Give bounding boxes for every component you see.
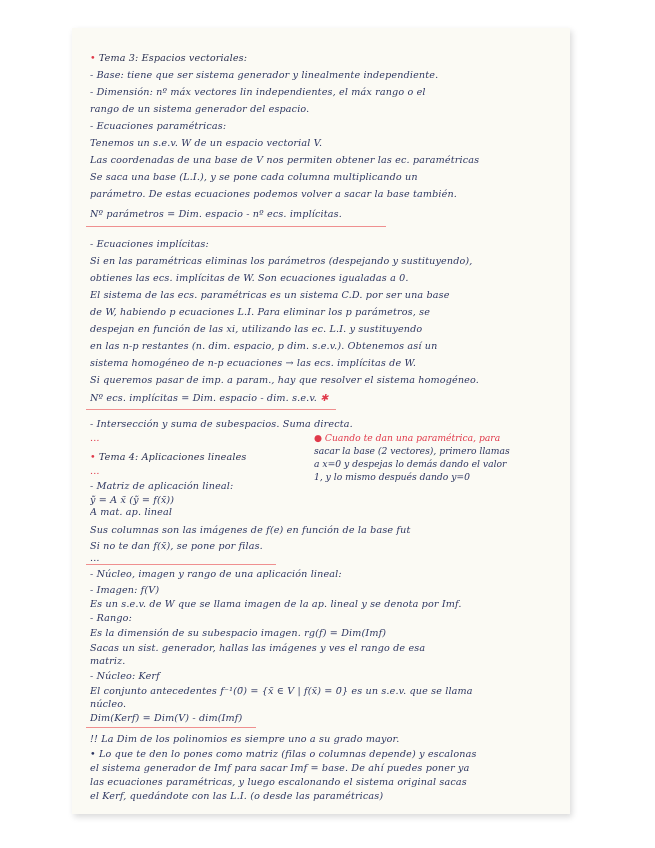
section-divider	[86, 409, 336, 410]
star-mark-icon: ✱	[320, 393, 329, 404]
note-line: A mat. ap. lineal	[90, 507, 173, 518]
note-line: en las n-p restantes (n. dim. espacio, p dim. s.e.v.). Obtenemos así un	[90, 341, 438, 352]
note-line: Se saca una base (L.I.), y se pone cada columna multiplicando un	[90, 172, 418, 183]
note-line: Nº parámetros = Dim. espacio - nº ecs. implícitas.	[90, 209, 342, 220]
note-line: Nº ecs. implícitas = Dim. espacio - dim. s.e.v. ✱	[90, 393, 329, 404]
note-line: !! La Dim de los polinomios es siempre uno a su grado mayor.	[90, 734, 400, 745]
ellipsis-mark: ...	[90, 433, 100, 444]
torn-edge	[544, 28, 570, 258]
note-line: Tenemos un s.e.v. W de un espacio vectorial V.	[90, 138, 323, 149]
note-line: - Intersección y suma de subespacios. Suma directa.	[90, 419, 353, 430]
bullet-icon: •	[90, 452, 96, 463]
side-note-line: 1, y lo mismo después dando y=0	[314, 472, 470, 483]
section-divider	[86, 226, 386, 227]
note-line: Es la dimensión de su subespacio imagen. rg(f) = Dim(Imf)	[90, 628, 387, 639]
note-line: las ecuaciones paramétricas, y luego escalonando el sistema original sacas	[90, 777, 467, 788]
note-line: Es un s.e.v. de W que se llama imagen de la ap. lineal y se denota por Imf.	[90, 599, 462, 610]
side-note-line: a x=0 y despejas lo demás dando el valor	[314, 459, 507, 470]
note-line: - Dimensión: nº máx vectores lin independientes, el máx rango o el	[90, 87, 426, 98]
side-note-line: sacar la base (2 vectores), primero llamas	[314, 446, 510, 457]
note-line: - Base: tiene que ser sistema generador y linealmente independiente.	[90, 70, 439, 81]
note-line: Las coordenadas de una base de V nos permiten obtener las ec. paramétricas	[90, 155, 480, 166]
heading-tema-3: • Tema 3: Espacios vectoriales:	[90, 53, 248, 64]
note-line: matriz.	[90, 656, 126, 667]
note-line: - Núcleo, imagen y rango de una aplicación lineal:	[90, 569, 342, 580]
note-line: obtienes las ecs. implícitas de W. Son ecuaciones igualadas a 0.	[90, 273, 409, 284]
note-line: Sus columnas son las imágenes de f(e) en función de la base fut	[90, 525, 411, 536]
note-line: - Ecuaciones paramétricas:	[90, 121, 227, 132]
note-line: el sistema generador de Imf para sacar Imf = base. De ahí puedes poner ya	[90, 763, 470, 774]
note-line: Sacas un sist. generador, hallas las imágenes y ves el rango de esa	[90, 643, 426, 654]
note-line: Si no te dan f(x̃), se pone por filas.	[90, 541, 263, 552]
note-line: • Lo que te den lo pones como matriz (filas o columnas depende) y escalonas	[90, 749, 477, 760]
note-line: sistema homogéneo de n-p ecuaciones → las ecs. implícitas de W.	[90, 358, 417, 369]
note-line: núcleo.	[90, 699, 127, 710]
note-line: el Kerf, quedándote con las L.I. (o desde las paramétricas)	[90, 791, 384, 802]
notebook-page	[72, 28, 570, 814]
note-line: rango de un sistema generador del espacio.	[90, 104, 310, 115]
note-line: despejan en función de las xi, utilizando las ec. L.I. y sustituyendo	[90, 324, 423, 335]
ellipsis-mark: ...	[90, 466, 100, 477]
note-line: - Imagen: f(V)	[90, 585, 160, 596]
note-line: de W, habiendo p ecuaciones L.I. Para eliminar los p parámetros, se	[90, 307, 431, 318]
note-line: Si en las paramétricas eliminas los parámetros (despejando y sustituyendo),	[90, 256, 473, 267]
note-line: parámetro. De estas ecuaciones podemos volver a sacar la base también.	[90, 189, 458, 200]
section-divider	[86, 564, 276, 565]
note-line: El conjunto antecedentes f⁻¹(0̃) = {x̃ ∈ V | f(x̃) = 0̃} es un s.e.v. que se llama	[90, 686, 473, 697]
note-line: - Matriz de aplicación lineal:	[90, 481, 234, 492]
note-line: Dim(Kerf) = Dim(V) - dim(Imf)	[90, 713, 243, 724]
note-line: El sistema de las ecs. paramétricas es un sistema C.D. por ser una base	[90, 290, 450, 301]
bullet-icon: •	[90, 53, 96, 64]
note-line: Si queremos pasar de imp. a param., hay que resolver el sistema homogéneo.	[90, 375, 479, 386]
ellipsis-mark: ...	[90, 553, 100, 564]
note-line: - Rango:	[90, 613, 132, 624]
note-line: - Núcleo: Kerf	[90, 671, 160, 682]
section-divider	[86, 727, 256, 728]
side-note-line: ● Cuando te dan una paramétrica, para	[314, 433, 501, 444]
heading-tema-4: • Tema 4: Aplicaciones lineales	[90, 452, 247, 463]
note-line: ỹ = A x̃ (ỹ = f(x̃))	[90, 495, 175, 506]
note-line: - Ecuaciones implícitas:	[90, 239, 209, 250]
